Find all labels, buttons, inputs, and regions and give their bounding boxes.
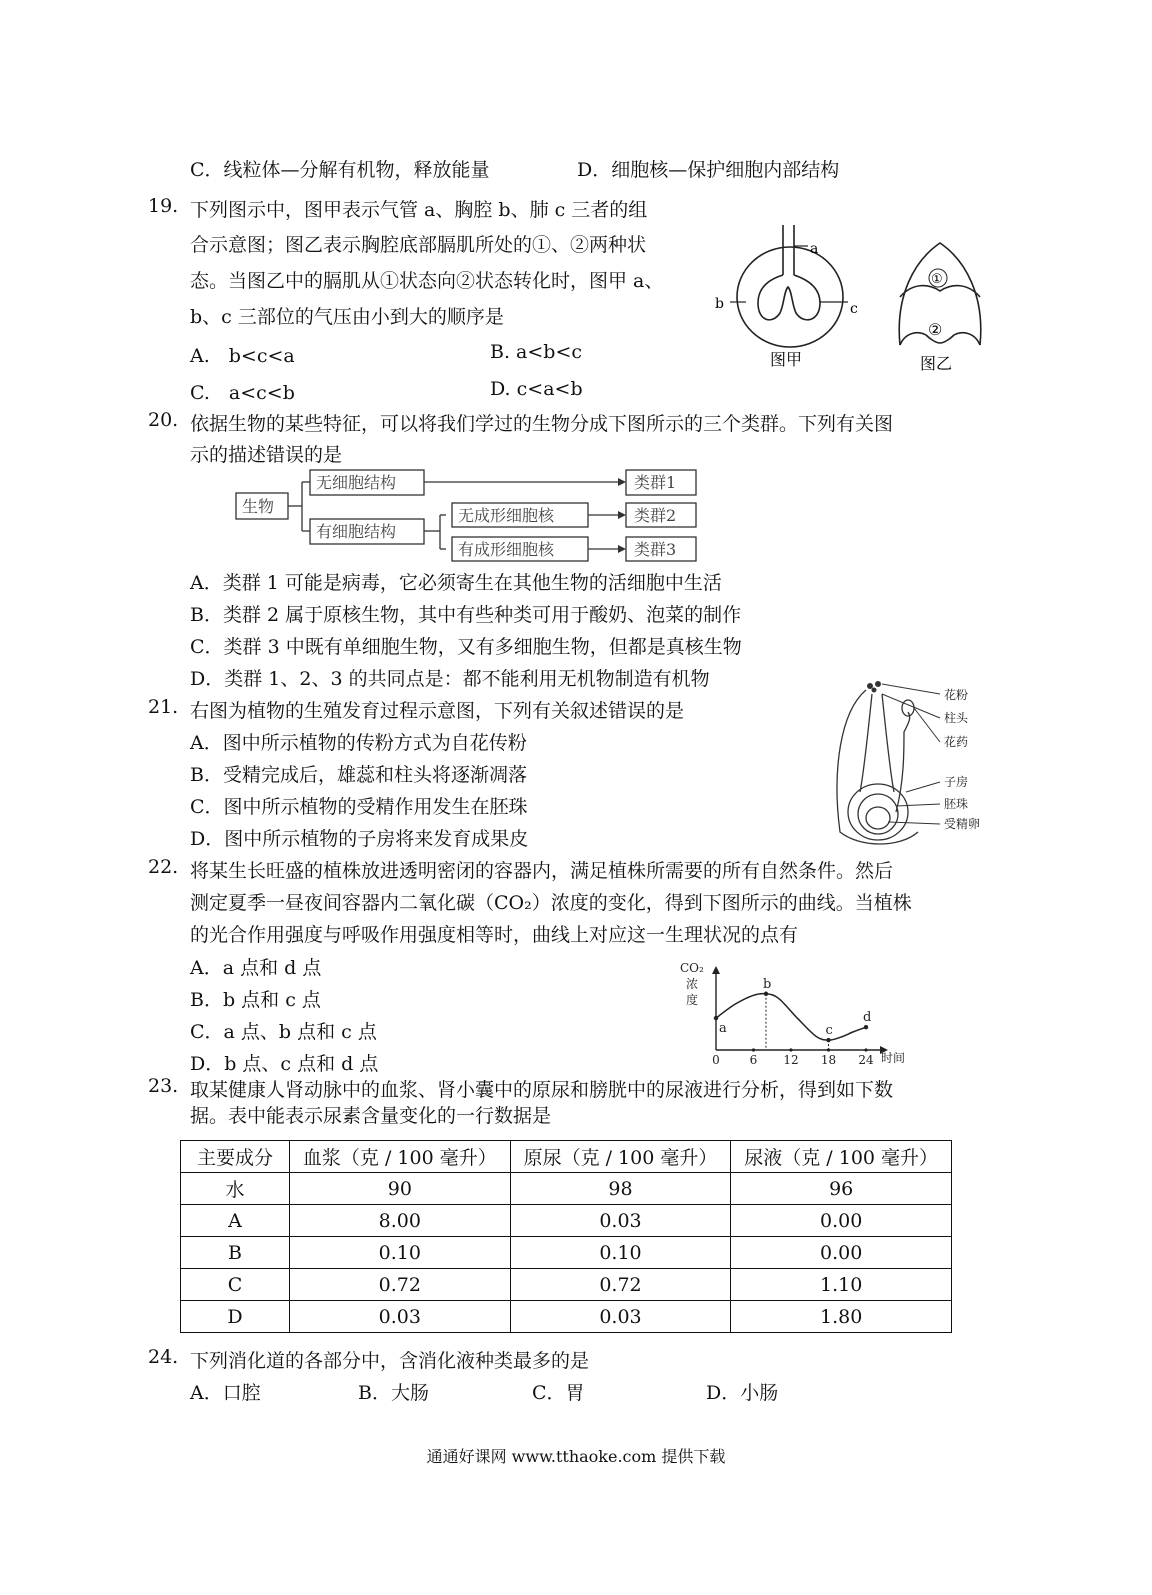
diagram-no-nucleus: 无成形细胞核 (458, 506, 555, 525)
fig-jia-caption: 图甲 (770, 350, 803, 369)
table-row (181, 1269, 952, 1301)
q19-option-c: C. a<c<b (190, 382, 295, 404)
table-header-row (181, 1141, 952, 1173)
table-cell: 96 (731, 1173, 952, 1205)
table-cell: 98 (510, 1173, 731, 1205)
chart-xlabel: 时间 (881, 1051, 906, 1065)
chart-x-tick-mark (752, 1048, 755, 1051)
table-row (181, 1301, 952, 1333)
page-footer: 通通好课网 www.tthaoke.com 提供下载 (426, 1447, 726, 1466)
table-cell: 90 (290, 1173, 511, 1205)
chart-point-c (826, 1038, 830, 1042)
table-row (181, 1237, 952, 1269)
fig-yi-state-2: ② (928, 320, 943, 339)
q22-number: 22. (148, 856, 179, 878)
q24-option-b: B．大肠 (358, 1382, 429, 1404)
q24-stem: 下列消化道的各部分中，含消化液种类最多的是 (190, 1350, 590, 1372)
q21-option-a: A．图中所示植物的传粉方式为自花传粉 (190, 732, 527, 754)
fig-jia-label-b: b (715, 296, 724, 312)
q19-option-d: D. c<a<b (490, 378, 583, 400)
diagram-group-2: 类群2 (634, 506, 677, 525)
table-cell: 水 (181, 1173, 290, 1205)
chart-x-tick-label: 0 (712, 1053, 720, 1067)
q19-stem-line-3: 态。当图乙中的膈肌从①状态向②状态转化时，图甲 a、 (190, 270, 664, 292)
q19-number: 19. (148, 195, 179, 217)
fig-jia-label-c: c (850, 301, 858, 317)
table-cell: 8.00 (290, 1205, 511, 1237)
chart-x-tick-mark (789, 1048, 792, 1051)
table-cell: 0.10 (290, 1237, 511, 1269)
q24-option-d: D．小肠 (706, 1382, 779, 1404)
flower-label-pollen: 花粉 (944, 688, 969, 702)
q22-stem-line-1: 将某生长旺盛的植株放进透明密闭的容器内，满足植株所需要的所有自然条件。然后 (190, 860, 894, 882)
q22-option-d: D．b 点、c 点和 d 点 (190, 1053, 379, 1075)
chart-x-tick-mark (864, 1048, 867, 1051)
q21-flower-figure (830, 672, 995, 852)
table-cell: B (181, 1237, 290, 1269)
q20-option-c: C．类群 3 中既有单细胞生物，又有多细胞生物，但都是真核生物 (190, 636, 742, 658)
table-header-cell: 原尿（克 / 100 毫升） (510, 1141, 731, 1173)
q22-co2-chart (676, 958, 916, 1070)
table-cell: D (181, 1301, 290, 1333)
q23-stem-line-1: 取某健康人肾动脉中的血浆、肾小囊中的原尿和膀胱中的尿液进行分析，得到如下数 (190, 1079, 894, 1101)
table-cell: 0.00 (731, 1205, 952, 1237)
q19-stem-line-4: b、c 三部位的气压由小到大的顺序是 (190, 306, 504, 328)
q20-classification-diagram (230, 465, 710, 565)
chart-point-label-d: d (863, 1010, 872, 1026)
table-cell: 1.10 (731, 1269, 952, 1301)
diagram-no-cell: 无细胞结构 (316, 473, 397, 492)
chart-point-label-a: a (719, 1021, 727, 1037)
chart-point-label-b: b (763, 976, 772, 992)
chart-point-a (714, 1016, 718, 1020)
diagram-root: 生物 (242, 497, 275, 516)
q20-stem-line-1: 依据生物的某些特征，可以将我们学过的生物分成下图所示的三个类群。下列有关图 (190, 413, 894, 435)
table-cell: 0.03 (290, 1301, 511, 1333)
flower-label-ovule: 胚珠 (944, 797, 969, 811)
chart-x-tick-label: 24 (858, 1053, 874, 1067)
diagram-group-1: 类群1 (634, 473, 677, 492)
q20-stem-line-2: 示的描述错误的是 (190, 444, 343, 466)
flower-label-ovary: 子房 (944, 775, 969, 789)
table-cell: 0.03 (510, 1205, 731, 1237)
q22-stem-line-2: 测定夏季一昼夜间容器内二氧化碳（CO₂）浓度的变化，得到下图所示的曲线。当植株 (190, 892, 912, 914)
fig-jia-label-a: a (810, 241, 819, 257)
table-cell: A (181, 1205, 290, 1237)
q20-number: 20. (148, 409, 179, 431)
q23-stem-line-2: 据。表中能表示尿素含量变化的一行数据是 (190, 1105, 552, 1127)
chart-x-tick-label: 6 (749, 1053, 758, 1067)
q19-stem-line-1: 下列图示中，图甲表示气管 a、胸腔 b、肺 c 三者的组 (190, 199, 648, 221)
table-cell: 0.72 (510, 1269, 731, 1301)
chart-x-tick-label: 18 (820, 1053, 837, 1067)
q24-number: 24. (148, 1346, 179, 1368)
chart-point-b (764, 992, 768, 996)
table-row (181, 1205, 952, 1237)
diagram-has-nucleus: 有成形细胞核 (458, 540, 555, 559)
fig-yi-caption: 图乙 (920, 354, 953, 373)
table-row (181, 1173, 952, 1205)
q19-figure-jia (700, 215, 880, 375)
q22-stem-line-3: 的光合作用强度与呼吸作用强度相等时，曲线上对应这一生理状况的点有 (190, 924, 799, 946)
chart-ylabel-line-1: CO₂ (680, 961, 704, 975)
q21-stem: 右图为植物的生殖发育过程示意图，下列有关叙述错误的是 (190, 700, 685, 722)
q21-option-d: D．图中所示植物的子房将来发育成果皮 (190, 828, 529, 850)
chart-series-line (716, 994, 866, 1041)
q20-option-d: D．类群 1、2、3 的共同点是：都不能利用无机物制造有机物 (190, 668, 710, 690)
q20-option-a: A．类群 1 可能是病毒，它必须寄生在其他生物的活细胞中生活 (190, 572, 722, 594)
table-header-cell: 尿液（克 / 100 毫升） (731, 1141, 952, 1173)
flower-label-stigma: 柱头 (944, 711, 969, 725)
q22-option-c: C．a 点、b 点和 c 点 (190, 1021, 377, 1043)
q19-option-a: A. b<c<a (190, 345, 295, 367)
q23-number: 23. (148, 1075, 179, 1097)
fig-yi-state-1: ① (931, 272, 943, 287)
table-cell: 0.10 (510, 1237, 731, 1269)
table-header-cell: 血浆（克 / 100 毫升） (290, 1141, 511, 1173)
chart-point-d (864, 1025, 868, 1029)
q20-option-b: B．类群 2 属于原核生物，其中有些种类可用于酸奶、泡菜的制作 (190, 604, 742, 626)
q21-option-b: B．受精完成后，雄蕊和柱头将逐渐凋落 (190, 764, 527, 786)
chart-x-tick-label: 12 (783, 1053, 799, 1067)
q19-stem-line-2: 合示意图；图乙表示胸腔底部膈肌所处的①、②两种状 (190, 234, 647, 256)
q21-option-c: C．图中所示植物的受精作用发生在胚珠 (190, 796, 528, 818)
q18-option-c: C．线粒体—分解有机物，释放能量 (190, 159, 490, 181)
q23-data-table (180, 1140, 952, 1333)
table-cell: 0.03 (510, 1301, 731, 1333)
q24-option-a: A．口腔 (190, 1382, 261, 1404)
q22-option-a: A．a 点和 d 点 (190, 957, 322, 979)
q19-figure-yi (890, 235, 990, 375)
chart-ylabel-line-3: 度 (686, 993, 699, 1007)
table-cell: 0.72 (290, 1269, 511, 1301)
chart-point-label-c: c (825, 1023, 833, 1039)
q21-number: 21. (148, 696, 179, 718)
table-cell: 0.00 (731, 1237, 952, 1269)
chart-y-axis-arrow (712, 966, 720, 974)
table-cell: 1.80 (731, 1301, 952, 1333)
q18-option-d: D．细胞核—保护细胞内部结构 (577, 159, 840, 181)
diagram-has-cell: 有细胞结构 (316, 522, 397, 541)
flower-label-anther: 花药 (944, 735, 969, 749)
q24-option-c: C．胃 (532, 1382, 585, 1404)
table-header-cell: 主要成分 (181, 1141, 290, 1173)
diagram-group-3: 类群3 (634, 540, 677, 559)
table-cell: C (181, 1269, 290, 1301)
chart-ylabel-line-2: 浓 (686, 977, 699, 991)
q22-option-b: B．b 点和 c 点 (190, 989, 321, 1011)
flower-label-zygote: 受精卵 (944, 817, 981, 831)
q19-option-b: B. a<b<c (490, 341, 583, 363)
